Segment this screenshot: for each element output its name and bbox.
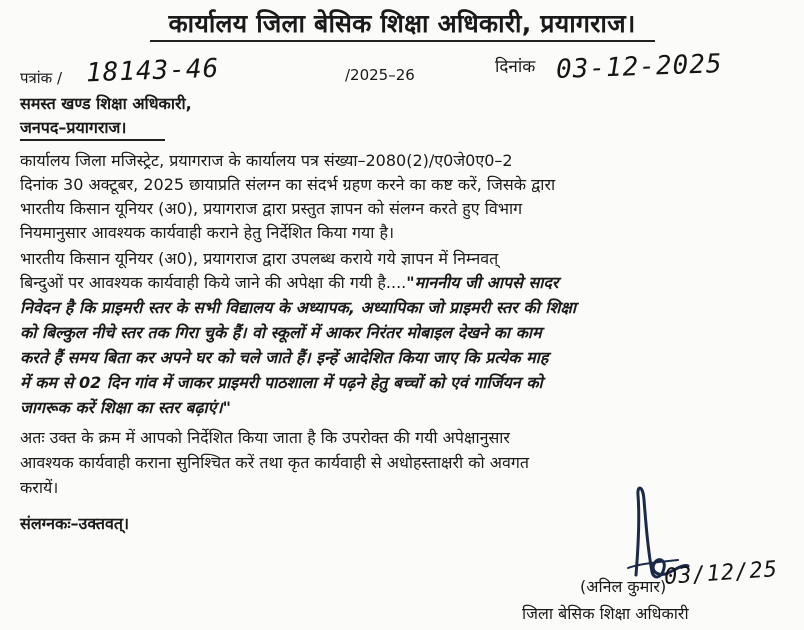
signature-date: 03/12/25 (663, 557, 779, 590)
body-line-2: दिनांक 30 अक्टूबर, 2025 छायाप्रति संलग्न का संदर्भ ग्रहण करने का कष्ट करें, जिसके द्वारा (20, 175, 556, 194)
addressee-line-1: समस्त खण्ड शिक्षा अधिकारी, (20, 94, 192, 113)
body-line-13: आवश्यक कार्यवाही कराना सुनिश्चित करें तथा कृत कार्यवाही से अधोहस्ताक्षरी को अवगत (20, 453, 529, 472)
patrank-label: पत्रांक / (20, 69, 63, 87)
quote-line-1: निवेदन है कि प्राइमरी स्तर के सभी विद्यालय के अध्यापक, अध्यापिका जो प्राइमरी स्तर की शिक्षा (20, 298, 576, 317)
title-underline (150, 40, 655, 42)
body-line-14: करायें। (20, 478, 59, 497)
signatory-designation: जिला बेसिक शिक्षा अधिकारी (522, 604, 689, 623)
body-line-4: नियमानुसार आवश्यक कार्यवाही कराने हेतु निर्देशित किया गया है। (20, 223, 395, 242)
quote-line-4: में कम से 02 दिन गांव में जाकर प्राइमरी पाठशाला में पढ़ने हेतु बच्चों को एवं गार्जियन को (20, 373, 543, 392)
body-line-12: अतः उक्त के क्रम में आपको निर्देशित किया जाता है कि उपरोक्त की गयी अपेक्षानुसार (20, 428, 510, 447)
office-title: कार्यालय जिला बेसिक शिक्षा अधिकारी, प्रयागराज। (168, 9, 636, 38)
reference-year: /2025–26 (345, 66, 415, 84)
body-line-3: भारतीय किसान यूनियर (अ0), प्रयागराज द्वारा प्रस्तुत ज्ञापन को संलग्न करते हुए विभाग (20, 199, 523, 218)
date-label: दिनांक (495, 57, 536, 77)
patrank-number: 18143-46 (85, 53, 220, 89)
quote-line-3: करते हैं समय बिता कर अपने घर को चले जाते हैं। इन्हें आदेशित किया जाए कि प्रत्येक माह (20, 348, 549, 367)
date-value: 03-12-2025 (555, 49, 724, 85)
signatory-name: (अनिल कुमार) (580, 577, 667, 596)
addressee-underline (20, 139, 165, 141)
reference-row (0, 49, 804, 96)
addressee-line-2: जनपद–प्रयागराज। (20, 118, 127, 137)
body-line-5: भारतीय किसान यूनियर (अ0), प्रयागराज द्वारा उपलब्ध कराये गये ज्ञापन में निम्नवत् (20, 249, 499, 268)
quote-line-5: जागरूक करें शिक्षा का स्तर बढ़ाएं।" (20, 398, 231, 417)
quote-line-2: को बिल्कुल नीचे स्तर तक गिरा चुके हैं। वो स्कूलों में आकर निरंतर मोबाइल देखने का काम (20, 323, 542, 342)
enclosure-note: संलग्नकः–उक्तवत्। (20, 514, 130, 533)
body-line-6-text: बिन्दुओं पर आवश्यक कार्यवाही किये जाने की अपेक्षा की गयी है.... (20, 273, 407, 292)
body-line-1: कार्यालय जिला मजिस्ट्रेट, प्रयागराज के कार्यालय पत्र संख्या–2080(2)/ए0जे0ए0–2 (20, 151, 513, 170)
body-line-6 (20, 272, 558, 294)
quote-start: "माननीय जी आपसे सादर (406, 273, 559, 292)
